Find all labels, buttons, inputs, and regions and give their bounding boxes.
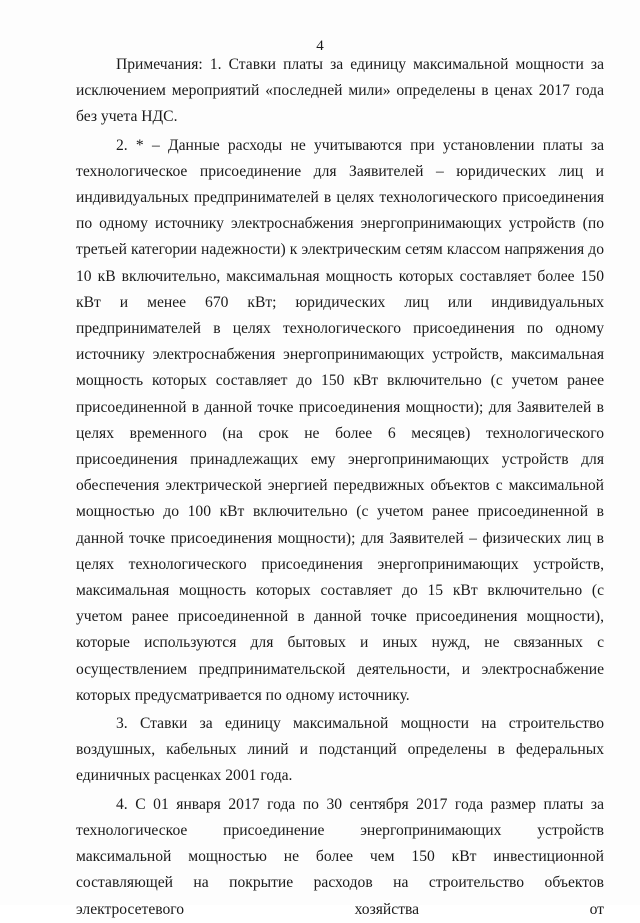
document-body: [76, 52, 604, 923]
note-paragraph-3: 3. Ставки за единицу максимальной мощности на строительство воздушных, кабельных линий и подстанций определены в федеральных единичных расценках 2001 года.: [76, 715, 604, 785]
note-paragraph-1: Примечания: 1. Ставки платы за единицу максимальной мощности за исключением мероприятий «последней мили» определены в ценах 2017 года без учета НДС.: [76, 56, 604, 126]
note-paragraph-2: 2. * – Данные расходы не учитываются при установлении платы за технологическое присоединение для Заявителей – юридических лиц и индивидуальных предпринимателей в целях технологического присоединения по одному источнику электроснабжения энергопринимающих устройств (по третьей категории надежности) к электрическим сетям классом напряжения до 10 кВ включительно, максимальная мощность которых составляет более 150 кВт и менее 670 кВт; юридических лиц или индивидуальных предпринимателей в целях технологического присоединения по одному источнику электроснабжения энергопринимающих устройств, максимальная мощность которых составляет до 150 кВт включительно (с учетом ранее присоединенной в данной точке присоединения мощности); для Заявителей в целях временного (на срок не более 6 месяцев) технологического присоединения принадлежащих ему энергопринимающих устройств для обеспечения электрической энергией передвижных объектов с максимальной мощностью до 100 кВт включительно (с учетом ранее присоединенной в данной точке присоединения мощности); для Заявителей – физических лиц в целях технологического присоединения энергопринимающих устройств, максимальная мощность которых составляет до 15 кВт включительно (с учетом ранее присоединенной в данной точке присоединения мощности), которые используются для бытовых и иных нужд, не связанных с осуществлением предпринимательской деятельности, и электроснабжение которых предусматривается по одному источнику.: [76, 136, 604, 704]
page-number: 4: [316, 38, 324, 54]
note-paragraph-4: 4. С 01 января 2017 года по 30 сентября 2017 года размер платы за технологическое присоединение энергопринимающих устройств максимальной мощностью не более чем 150 кВт инвестиционной составляющей на покрытие расходов на строительство объектов электросетевого хозяйства от: [76, 795, 604, 918]
